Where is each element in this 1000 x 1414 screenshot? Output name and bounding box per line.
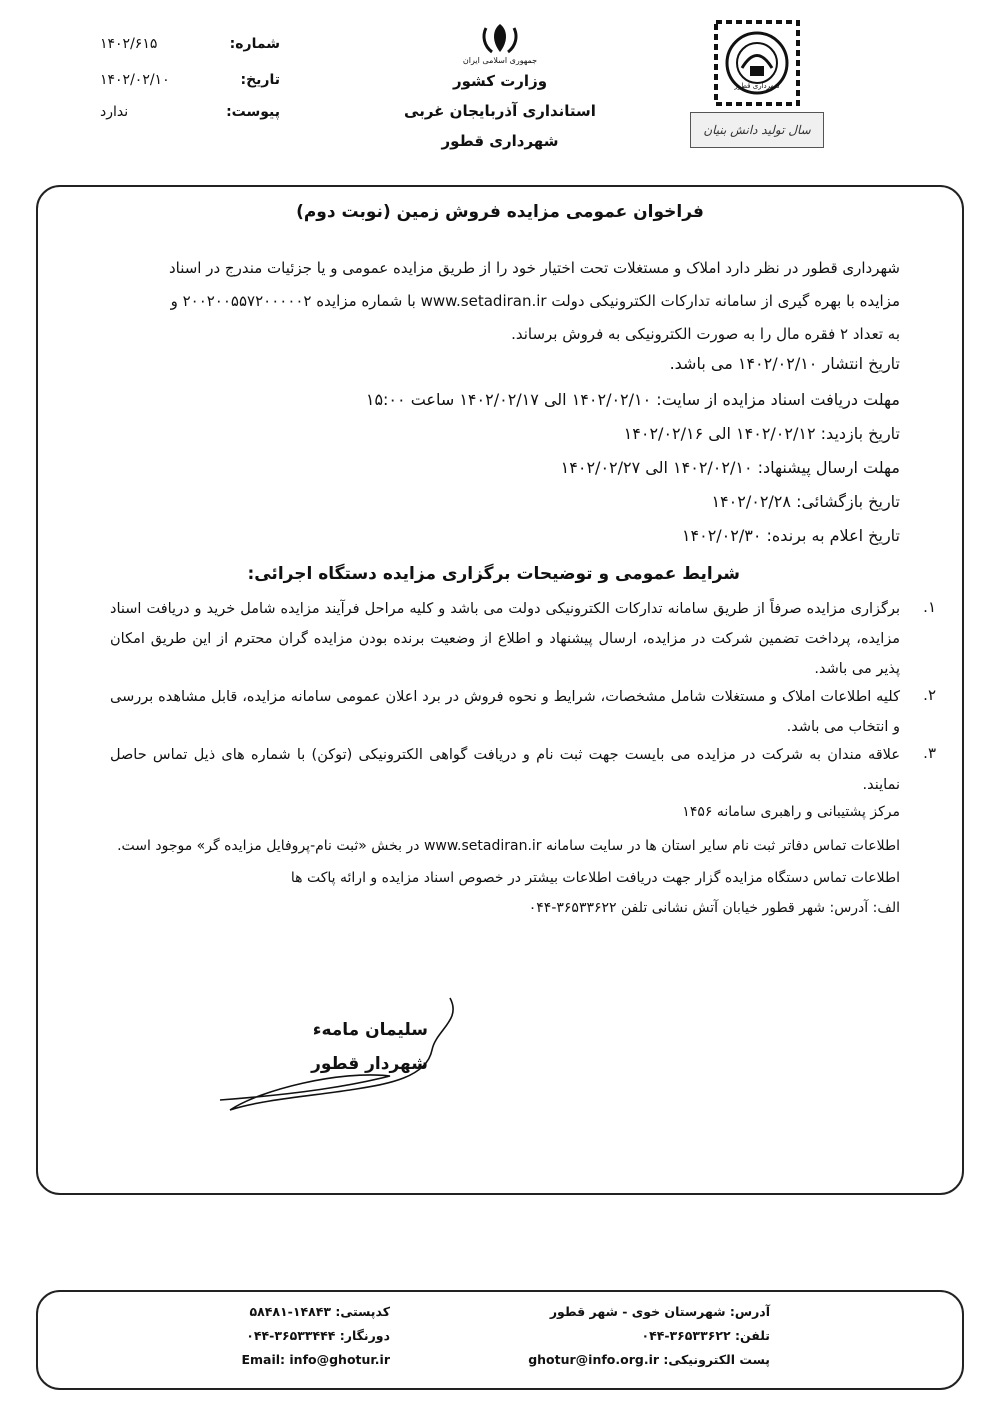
signer-title: شهردار قطور: [311, 1054, 428, 1074]
date-submit: مهلت ارسال پیشنهاد: ۱۴۰۲/۰۲/۱۰ الی ۱۴۰۲/۰۲/۲۷: [560, 458, 900, 477]
condition-1-num: ۱.: [923, 598, 936, 616]
ministry-name: وزارت کشور: [452, 72, 548, 90]
municipality-name: شهرداری قطور: [441, 132, 559, 150]
intro-line-2: مزایده با بهره گیری از سامانه تدارکات الکترونیکی دولت www.setadiran.ir با شماره مزایده ۲۰۰۲۰۰۵۵۷۲۰۰۰۰۰۲ و: [170, 292, 900, 310]
date-publish: تاریخ انتشار ۱۴۰۲/۰۲/۱۰ می باشد.: [669, 354, 900, 373]
contact-support: مرکز پشتیبانی و راهبری سامانه ۱۴۵۶: [682, 804, 900, 820]
condition-3-text: علاقه مندان به شرکت در مزایده می بایست جهت ثبت نام و دریافت گواهی الکترونیکی (توکن) با شماره های ذیل تماس حاصل نمایند.: [110, 747, 900, 793]
date-visit: تاریخ بازدید: ۱۴۰۲/۰۲/۱۲ الی ۱۴۰۲/۰۲/۱۶: [623, 424, 900, 443]
footer-address: آدرس: شهرستان خوی - شهر قطور: [549, 1304, 770, 1319]
meta-attachment: پیوست: ندارد: [100, 104, 280, 120]
condition-3-num: ۳.: [923, 744, 936, 762]
intro-line-1: شهرداری قطور در نظر دارد املاک و مستغلات تحت اختیار خود را از طریق مزایده عمومی و یا جزئیات مندرج در اسناد: [168, 259, 900, 277]
meta-number: شماره: ۱۴۰۲/۶۱۵: [100, 36, 280, 52]
footer-email-persian: پست الکترونیکی: ghotur@info.org.ir: [528, 1352, 770, 1367]
stamp-text: سال تولید دانش بنیان: [703, 123, 811, 137]
condition-2-num: ۲.: [923, 686, 936, 704]
footer-phone: تلفن: ۳۶۵۳۳۶۲۲-۰۴۴: [641, 1328, 770, 1343]
footer-email: Email: info@ghotur.ir: [241, 1352, 390, 1367]
footer-frame: [36, 1290, 964, 1390]
contact-organizer: اطلاعات تماس دستگاه مزایده گزار جهت دریافت اطلاعات بیشتر در خصوص اسناد مزایده و ارائه پاکت ها: [290, 870, 900, 886]
municipality-logo: [712, 18, 802, 108]
condition-1-text: برگزاری مزایده صرفاً از طریق سامانه تدارکات الکترونیکی دولت می باشد و کلیه مراحل فرآیند مزایده شامل خرید و دریافت اسناد مزایده، پرداخت تضمین شرکت در مزایده، ارسال پیشنهاد و اطلاع از وضعیت برنده بودن مزایده گران محترم از این طریق امکان پذیر می باشد.: [110, 601, 900, 677]
footer-postal: کدپستی: ۱۴۸۴۳-۵۸۴۸۱: [249, 1304, 390, 1319]
conditions-title: شرایط عمومی و توضیحات برگزاری مزایده دستگاه اجرائی:: [247, 564, 740, 584]
date-opening: تاریخ بازگشائی: ۱۴۰۲/۰۲/۲۸: [711, 492, 900, 511]
meta-date: تاریخ: ۱۴۰۲/۰۲/۱۰: [100, 72, 280, 88]
signer-name: سلیمان مامه‌ء: [312, 1020, 428, 1040]
date-winner: تاریخ اعلام به برنده: ۱۴۰۲/۰۲/۳۰: [681, 526, 900, 545]
condition-2-text: کلیه اطلاعات املاک و مستغلات شامل مشخصات، شرایط و نحوه فروش در برد اعلان عمومی سامانه مزایده، قابل مشاهده بررسی و انتخاب می باشد.: [110, 689, 900, 735]
contact-offices: اطلاعات تماس دفاتر ثبت نام سایر استان ها در سایت سامانه www.setadiran.ir در بخش «ثبت نام-پروفایل مزایده گر» موجود است.: [117, 838, 900, 854]
intro-line-3: به تعداد ۲ فقره مال را به صورت الکترونیکی به فروش برساند.: [511, 325, 900, 343]
date-docs: مهلت دریافت اسناد مزایده از سایت: ۱۴۰۲/۰۲/۱۰ الی ۱۴۰۲/۰۲/۱۷ ساعت ۱۵:۰۰: [365, 390, 900, 409]
emblem-caption: جمهوری اسلامی ایران: [462, 56, 538, 65]
contact-address: الف: آدرس: شهر قطور خیابان آتش نشانی تلفن ۳۶۵۳۳۶۲۲-۰۴۴: [528, 900, 900, 916]
province-name: استانداری آذربایجان غربی: [404, 102, 596, 120]
footer-fax: دورنگار: ۳۶۵۳۳۴۴۴-۰۴۴: [246, 1328, 390, 1343]
logo-text: شهرداری قطور: [734, 82, 780, 90]
notice-title: فراخوان عمومی مزایده فروش زمین (نوبت دوم): [296, 202, 704, 222]
year-stamp: [690, 112, 824, 148]
iran-emblem-icon: [478, 22, 522, 56]
